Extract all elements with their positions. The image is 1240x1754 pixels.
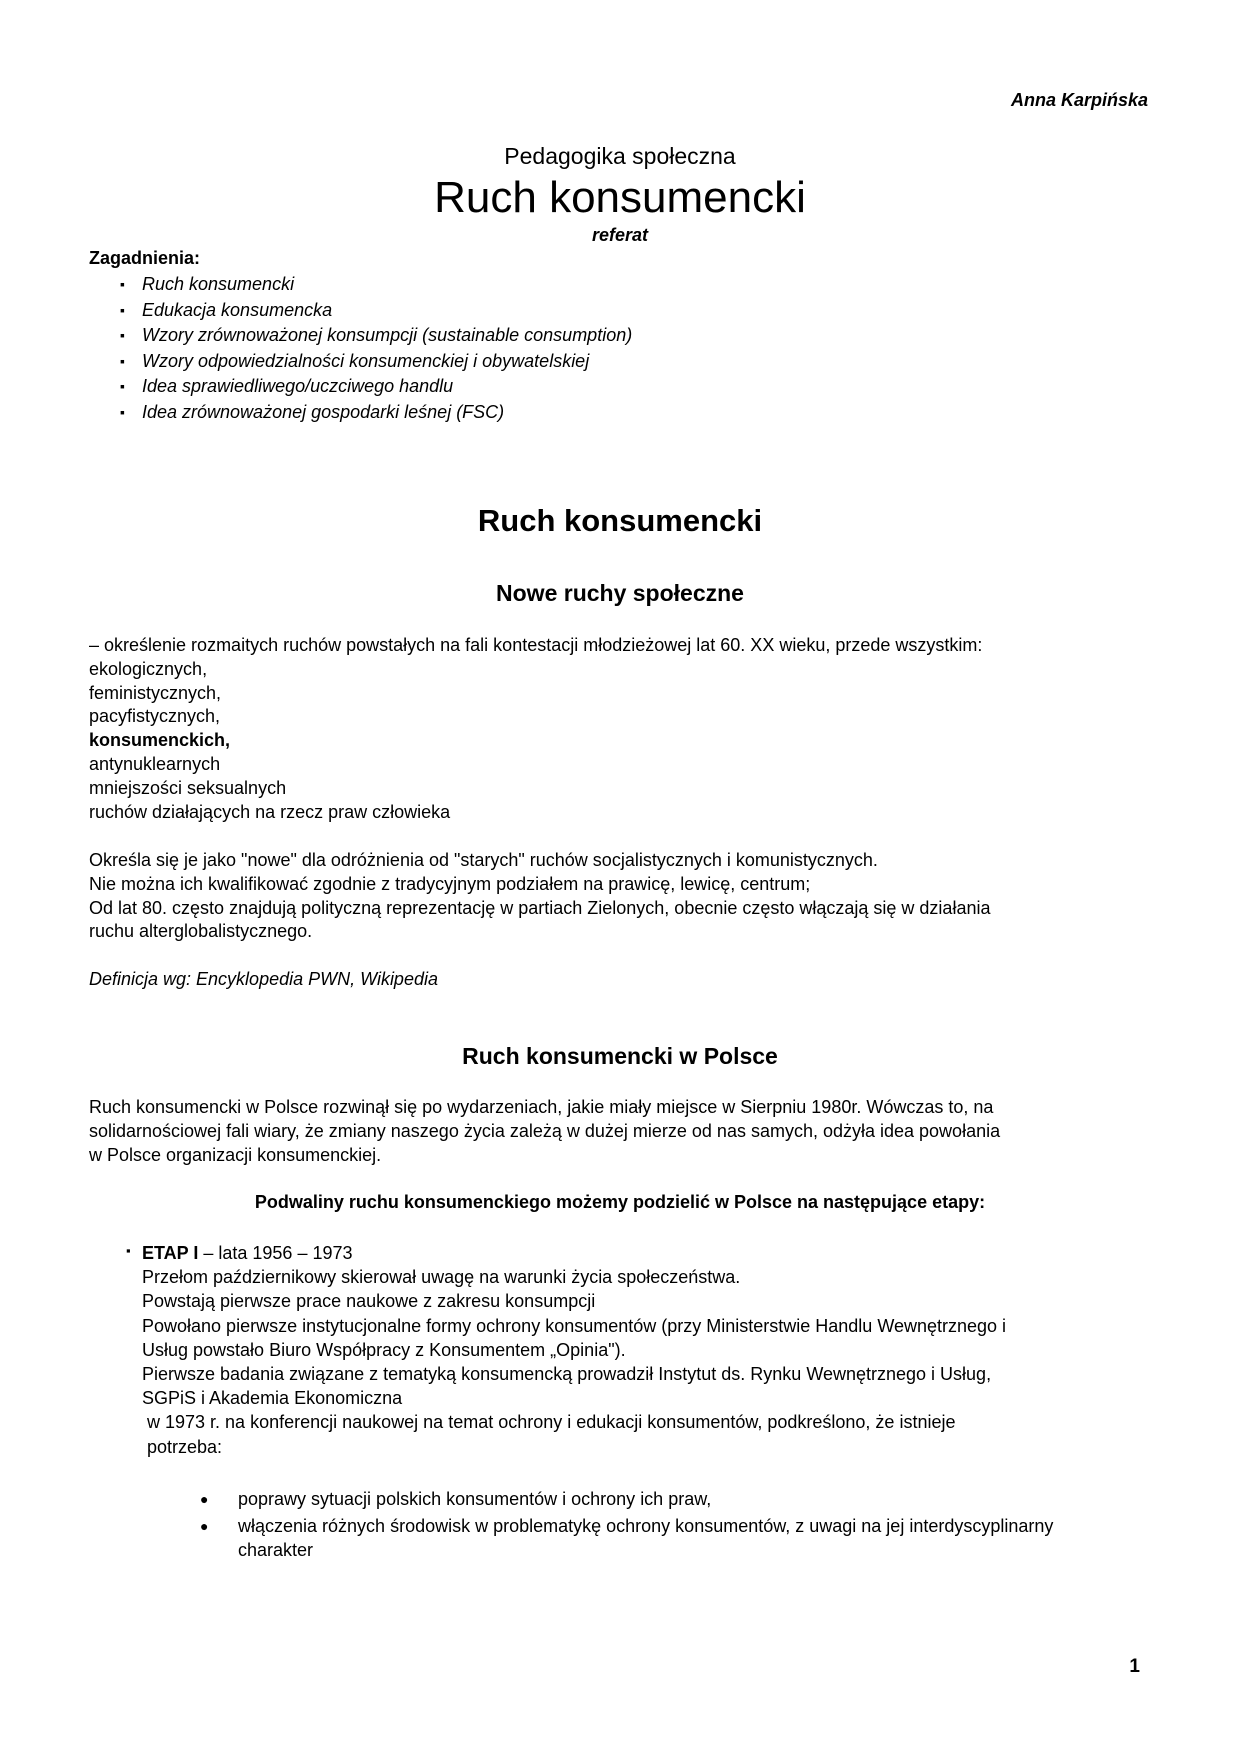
topic-item: ▪ Edukacja konsumencka	[120, 298, 632, 324]
topic-item: ▪ Wzory odpowiedzialności konsumenckiej i obywatelskiej	[120, 349, 632, 375]
section-subheading: Nowe ruchy społeczne	[496, 580, 744, 606]
stage-line: Powołano pierwsze instytucjonalne formy ochrony konsumentów (przy Ministerstwie Handlu Wewnętrznego i	[142, 1315, 1007, 1336]
stage-line: Usług powstało Biuro Współpracy z Konsumentem „Opinia").	[142, 1339, 626, 1360]
movement-item: ekologicznych,	[89, 658, 208, 679]
movement-item: ruchów działających na rzecz praw człowieka	[89, 801, 451, 822]
movement-item: pacyfistycznych,	[89, 706, 221, 727]
page-title: Ruch konsumencki	[434, 173, 806, 222]
square-bullet-icon: ▪	[126, 1243, 131, 1258]
paragraph-line: Określa się je jako "nowe" dla odróżnienia od "starych" ruchów socjalistycznych i komunistycznych.	[89, 850, 878, 870]
paragraph-line: ruchu alterglobalistycznego.	[89, 921, 313, 942]
topic-item: ▪ Ruch konsumencki	[120, 272, 632, 298]
movement-item: mniejszości seksualnych	[89, 777, 287, 798]
topics-label: Zagadnienia:	[89, 248, 201, 268]
stage-label: ETAP I	[142, 1243, 199, 1263]
movement-item: antynuklearnych	[89, 753, 221, 774]
paragraph-line: Nie można ich kwalifikować zgodnie z tradycyjnym podziałem na prawicę, lewicę, centrum;	[89, 873, 811, 894]
new-movements-paragraph	[89, 849, 1155, 944]
stage-1-block	[142, 1241, 1152, 1459]
stage-dates: – lata 1956 – 1973	[198, 1243, 353, 1263]
poland-paragraph	[89, 1096, 1155, 1167]
stage-title	[142, 1241, 1152, 1265]
stage-line: Pierwsze badania związane z tematyką konsumencką prowadził Instytut ds. Rynku Wewnętrznego i Usług,	[142, 1364, 992, 1385]
topics-list	[120, 272, 632, 426]
section-heading: Ruch konsumencki	[477, 503, 763, 538]
stage-line: Powstają pierwsze prace naukowe z zakresu konsumpcji	[142, 1291, 596, 1312]
paragraph-line: Od lat 80. często znajdują polityczną reprezentację w partiach Zielonych, obecnie często włączają się w działania	[89, 897, 991, 918]
stage-line: Przełom październikowy skierował uwagę na warunki życia społeczeństwa.	[142, 1267, 741, 1288]
paragraph-line: solidarnościowej fali wiary, że zmiany naszego życia zależą w dużej mierze od nas samych, odżyła idea powołania	[89, 1120, 1001, 1141]
stage-line: potrzeba:	[142, 1436, 223, 1457]
paragraph-line: Ruch konsumencki w Polsce rozwinął się po wydarzeniach, jakie miały miejsce w Sierpniu 1980r. Wówczas to, na	[89, 1097, 994, 1117]
page-number: 1	[1129, 1656, 1140, 1677]
definition-source: Definicja wg: Encyklopedia PWN, Wikipedia	[89, 969, 438, 989]
subject-title: Pedagogika społeczna	[504, 143, 736, 169]
needs-list	[200, 1487, 1100, 1565]
stages-heading: Podwaliny ruchu konsumenckiego możemy podzielić w Polsce na następujące etapy:	[254, 1192, 986, 1212]
topic-item: ▪ Idea sprawiedliwego/uczciwego handlu	[120, 374, 632, 400]
topic-item: ▪ Wzory zrównoważonej konsumpcji (sustainable consumption)	[120, 323, 632, 349]
stage-line: SGPiS i Akademia Ekonomiczna	[142, 1388, 403, 1409]
topic-item: ▪ Idea zrównoważonej gospodarki leśnej (FSC)	[120, 400, 632, 426]
stage-line: w 1973 r. na konferencji naukowej na temat ochrony i edukacji konsumentów, podkreślono, że istnieje	[142, 1412, 956, 1433]
movements-text	[89, 634, 1155, 824]
need-item: ● poprawy sytuacji polskich konsumentów i ochrony ich praw,	[200, 1487, 1100, 1512]
intro-line: – określenie rozmaitych ruchów powstałych na fali kontestacji młodzieżowej lat 60. XX wieku, przede wszystkim:	[89, 635, 983, 655]
need-item: ● włączenia różnych środowisk w problematykę ochrony konsumentów, z uwagi na jej interdyscyplinarny charakter	[200, 1514, 1100, 1563]
movement-item-highlighted: konsumenckich,	[89, 730, 231, 751]
movement-item: feministycznych,	[89, 682, 222, 703]
paragraph-line: w Polsce organizacji konsumenckiej.	[89, 1144, 382, 1165]
document-type: referat	[591, 225, 649, 245]
author-name: Anna Karpińska	[1010, 90, 1148, 110]
section-heading-poland: Ruch konsumencki w Polsce	[462, 1043, 778, 1069]
